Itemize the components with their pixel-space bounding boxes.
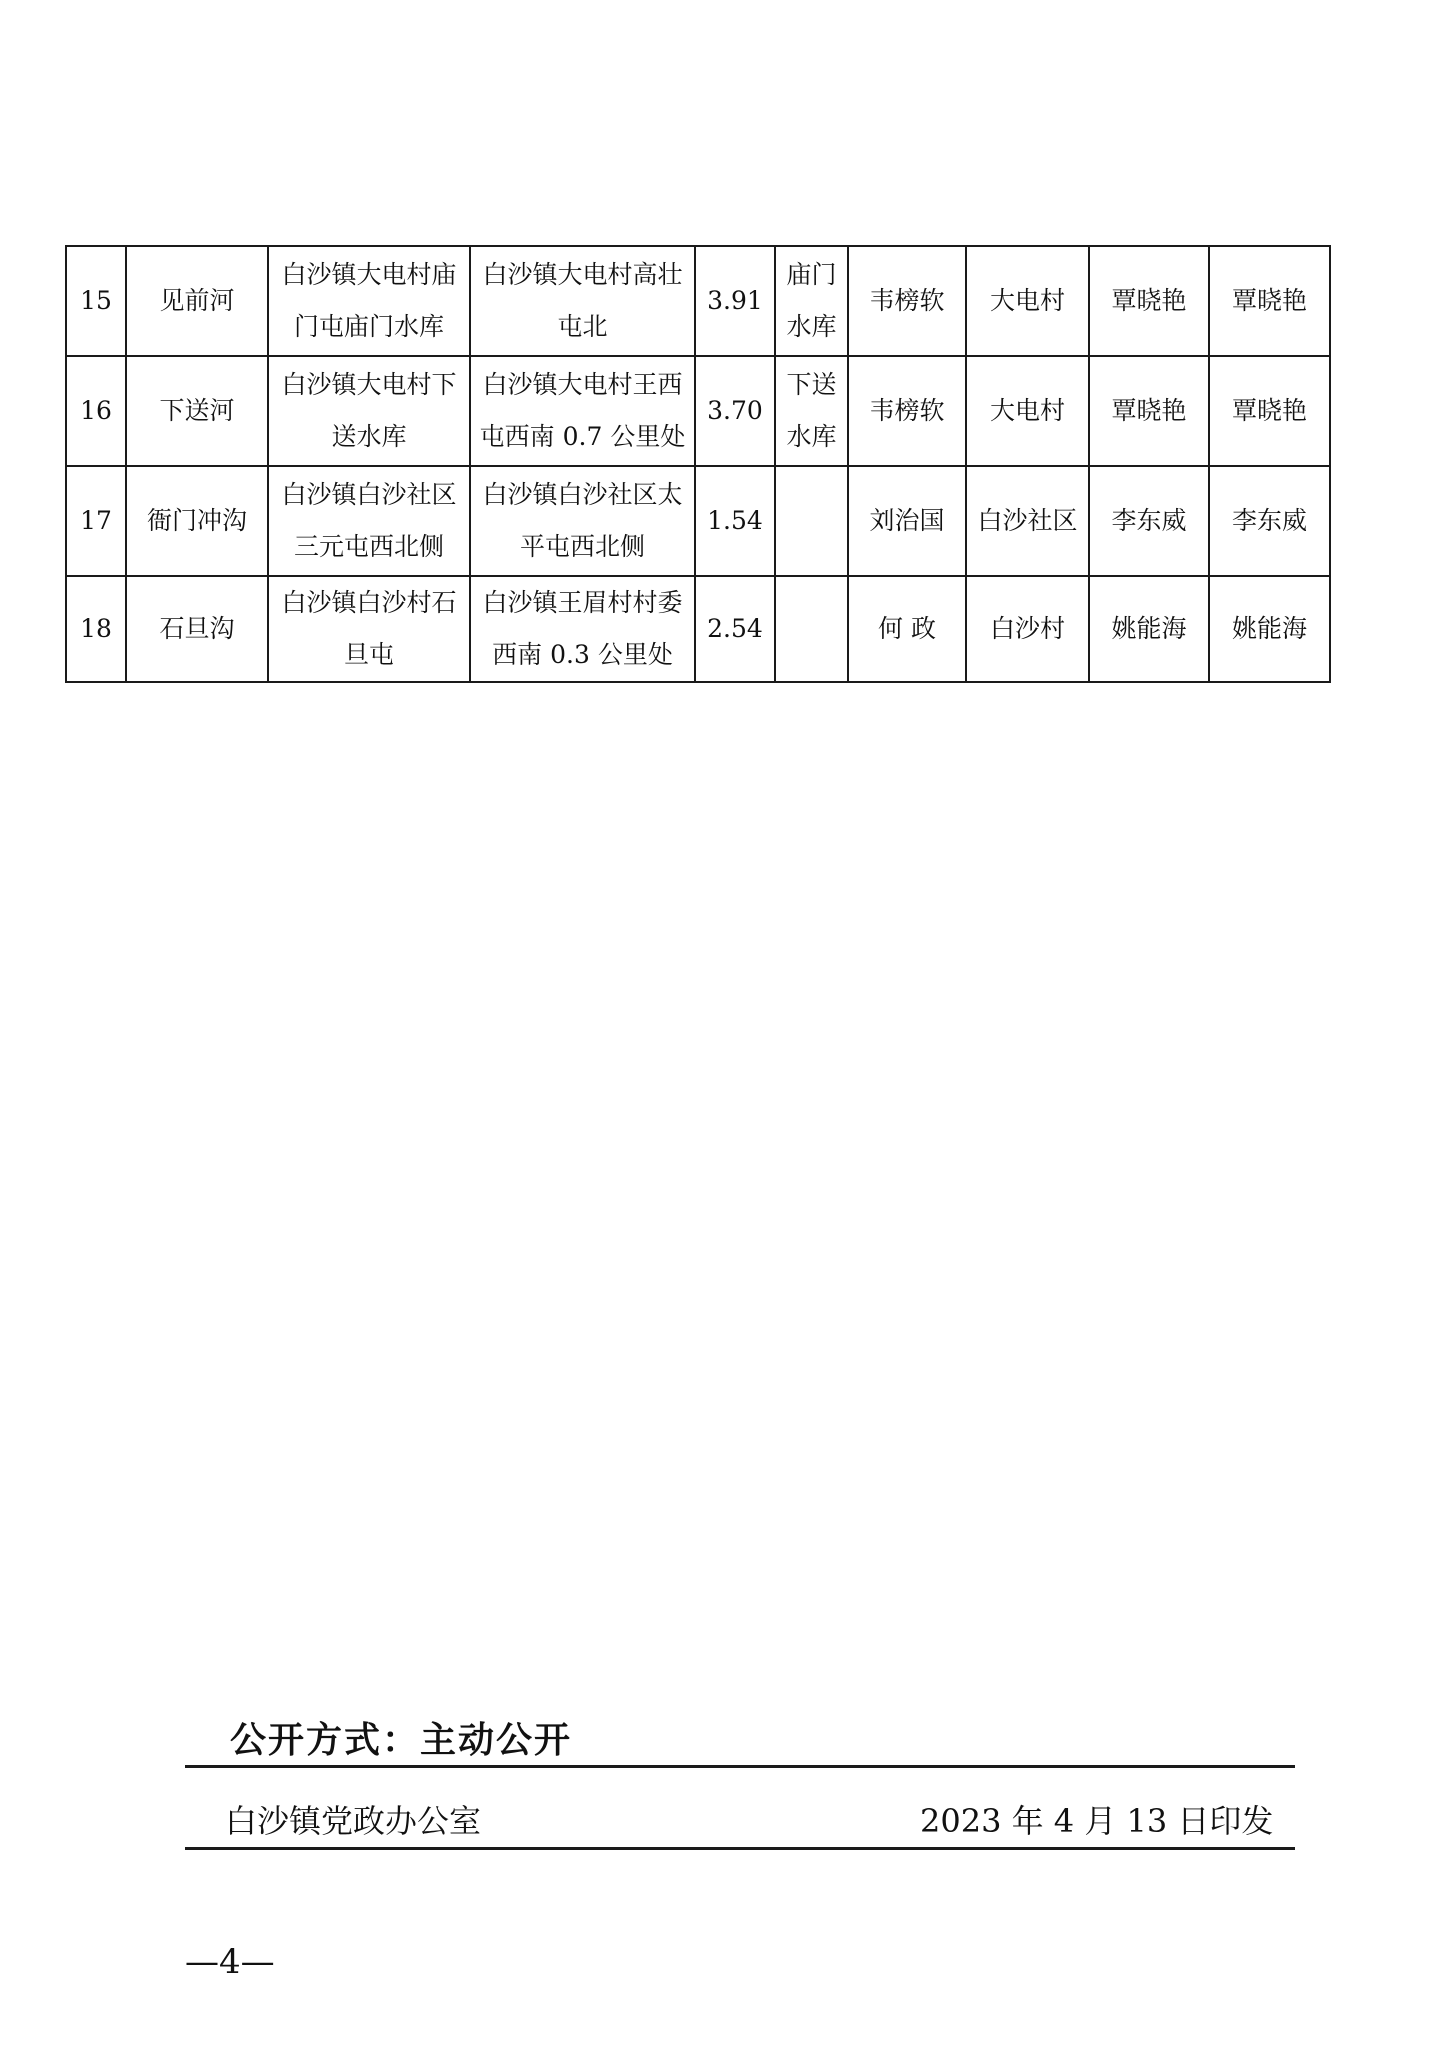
township-chief: 韦榜软 xyxy=(848,246,966,356)
patroller: 李东威 xyxy=(1209,466,1330,576)
end-point: 白沙镇王眉村村委西南 0.3 公里处 xyxy=(470,576,695,682)
row-number: 17 xyxy=(66,466,126,576)
issue-date: 2023 年 4 月 13 日印发 xyxy=(920,1802,1274,1840)
length-km: 3.91 xyxy=(695,246,775,356)
village: 白沙村 xyxy=(966,576,1089,682)
reservoir xyxy=(775,576,848,682)
village-chief: 覃晓艳 xyxy=(1089,356,1209,466)
patroller: 姚能海 xyxy=(1209,576,1330,682)
start-point: 白沙镇白沙村石旦屯 xyxy=(268,576,470,682)
disclosure-method: 公开方式：主动公开 xyxy=(230,1720,573,1761)
village: 白沙社区 xyxy=(966,466,1089,576)
township-chief: 何 政 xyxy=(848,576,966,682)
length-km: 2.54 xyxy=(695,576,775,682)
village-chief: 覃晓艳 xyxy=(1089,246,1209,356)
length-km: 1.54 xyxy=(695,466,775,576)
river-name: 见前河 xyxy=(126,246,268,356)
village-chief: 姚能海 xyxy=(1089,576,1209,682)
reservoir: 下送水库 xyxy=(775,356,848,466)
row-number: 18 xyxy=(66,576,126,682)
footer-divider-top xyxy=(185,1765,1295,1768)
end-point: 白沙镇大电村高壮屯北 xyxy=(470,246,695,356)
village: 大电村 xyxy=(966,356,1089,466)
table-row xyxy=(66,466,1330,576)
reservoir xyxy=(775,466,848,576)
length-km: 3.70 xyxy=(695,356,775,466)
river-name: 下送河 xyxy=(126,356,268,466)
row-number: 15 xyxy=(66,246,126,356)
patroller: 覃晓艳 xyxy=(1209,356,1330,466)
row-number: 16 xyxy=(66,356,126,466)
page-number: —4— xyxy=(185,1942,275,1982)
patroller: 覃晓艳 xyxy=(1209,246,1330,356)
table-row xyxy=(66,246,1330,356)
village-chief: 李东威 xyxy=(1089,466,1209,576)
village: 大电村 xyxy=(966,246,1089,356)
river-name: 衙门冲沟 xyxy=(126,466,268,576)
start-point: 白沙镇白沙社区三元屯西北侧 xyxy=(268,466,470,576)
start-point: 白沙镇大电村下送水库 xyxy=(268,356,470,466)
end-point: 白沙镇大电村王西屯西南 0.7 公里处 xyxy=(470,356,695,466)
end-point: 白沙镇白沙社区太平屯西北侧 xyxy=(470,466,695,576)
footer-divider-bottom xyxy=(185,1847,1295,1850)
issuing-office: 白沙镇党政办公室 xyxy=(225,1802,482,1840)
reservoir: 庙门水库 xyxy=(775,246,848,356)
start-point: 白沙镇大电村庙门屯庙门水库 xyxy=(268,246,470,356)
table-row xyxy=(66,576,1330,682)
table-row xyxy=(66,356,1330,466)
river-name: 石旦沟 xyxy=(126,576,268,682)
river-chief-table xyxy=(65,245,1331,683)
township-chief: 韦榜软 xyxy=(848,356,966,466)
township-chief: 刘治国 xyxy=(848,466,966,576)
